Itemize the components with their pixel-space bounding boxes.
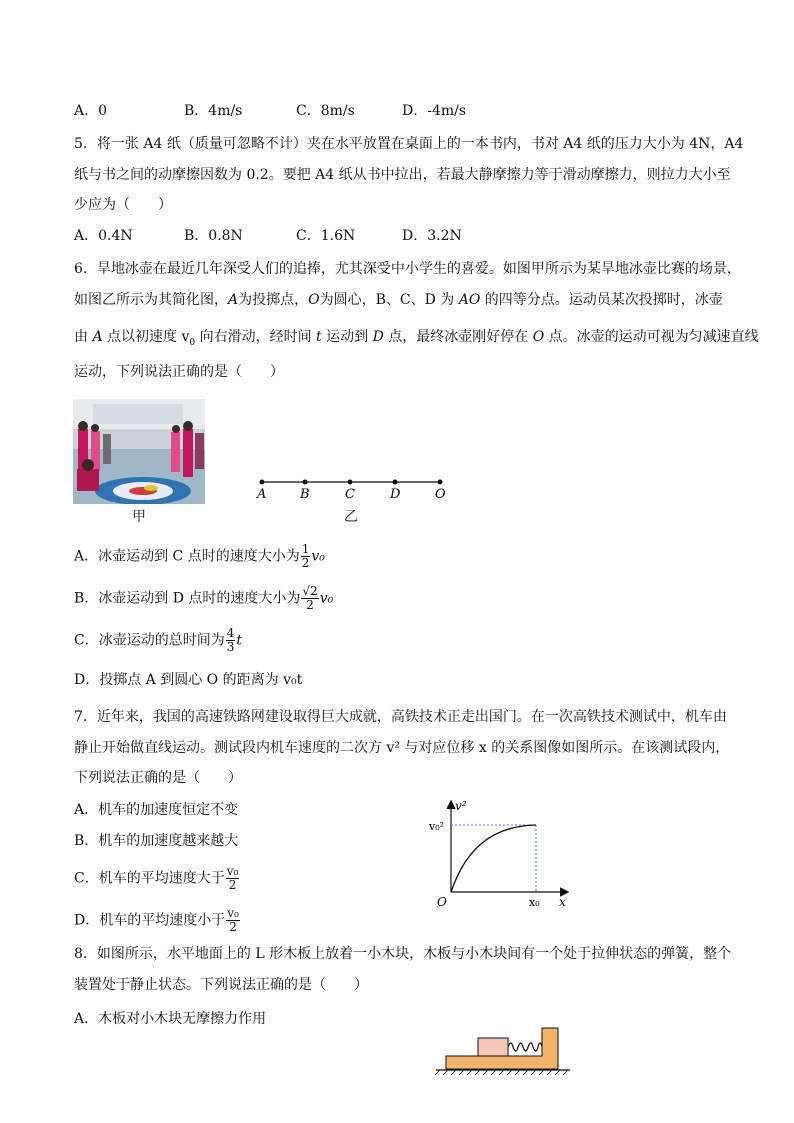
spring	[508, 1043, 542, 1051]
point-d-dot	[393, 480, 398, 485]
q7-option-a: A．机车的加速度恒定不变	[74, 802, 239, 818]
q4-option-a: A．0	[74, 103, 108, 119]
q7-option-d: D．机车的平均速度小于 $\frac{\text{v₀}}{2}$	[74, 906, 239, 934]
v2-curve	[451, 825, 536, 892]
x-tick-label: x₀	[529, 896, 540, 908]
diagram-caption: 乙	[344, 509, 358, 525]
q5-option-a: A．0.4N	[74, 228, 133, 244]
origin-label: O	[437, 895, 447, 908]
q6-line-4: 运动，下列说法正确的是（ ）	[74, 364, 284, 380]
q8-line-1: 8．如图所示，水平地面上的 L 形木板上放着一小木块，木板与小木块间有一个处于拉伸状态的弹簧，整个	[74, 946, 732, 962]
point-o-dot	[438, 480, 443, 485]
q5-option-d: D．3.2N	[402, 228, 462, 244]
q6-option-d: D．投掷点 A 到圆心 O 的距离为 v₀t	[74, 672, 303, 688]
q7-option-c: C．机车的平均速度大于 $\frac{\text{v₀}}{2}$	[74, 864, 239, 892]
point-c-dot	[348, 480, 353, 485]
y-tick-label: v₀²	[429, 820, 445, 833]
q6-option-b: B．冰壶运动到 D 点时的速度大小为 $\frac{√2}{2}$ v₀	[74, 584, 334, 612]
photo-caption: 甲	[132, 509, 146, 525]
q7-option-b: B．机车的加速度越来越大	[74, 833, 239, 849]
q6-line-1: 6．旱地冰壶在最近几年深受人们的追捧，尤其深受中小学生的喜爱。如图甲所示为某旱地冰壶比赛的场景，	[74, 261, 741, 277]
q7-line-3: 下列说法正确的是（ ）	[74, 770, 242, 786]
point-b-dot	[303, 480, 308, 485]
v2-x-graph	[425, 796, 575, 908]
q4-option-c: C．8m/s	[296, 103, 355, 119]
point-b-label: B	[300, 487, 310, 502]
q5-line-2: 纸与书之间的动摩擦因数为 0.2。要把 A4 纸从书中拉出，若最大静摩擦力等于滑动摩擦力，则拉力大小至	[74, 167, 731, 183]
q8-option-a: A．木板对小木块无摩擦力作用	[74, 1011, 267, 1027]
point-a-dot	[260, 480, 265, 485]
ground-hatching	[435, 1070, 568, 1075]
q5-option-b: B．0.8N	[184, 228, 243, 244]
q4-option-b: B．4m/s	[184, 103, 243, 119]
q7-line-2: 静止开始做直线运动。测试段内机车速度的二次方 v² 与对应位移 x 的关系图像如图所示。在该测试段内，	[74, 740, 730, 756]
q6-line-3: 由 A 点以初速度 $v_0$ 向右滑动，经时间 t 运动到 D 点，最终冰壶刚好停在 O 点。冰壶的运动可视为匀减速直线	[74, 329, 759, 348]
small-block	[478, 1038, 508, 1056]
x-axis-label: x	[559, 895, 566, 908]
point-d-label: D	[390, 487, 401, 502]
q5-line-1: 5．将一张 A4 纸（质量可忽略不计）夹在水平放置在桌面上的一本书内，书对 A4 纸的压力大小为 4N，A4	[74, 136, 744, 152]
q6-line-2: 如图乙所示为其简化图，A为投掷点，O为圆心，B、C、D 为 AO 的四等分点。运动员某次投掷时，冰壶	[74, 292, 723, 308]
q5-line-3: 少应为（ ）	[74, 197, 172, 213]
q4-option-d: D．-4m/s	[402, 103, 467, 119]
q5-option-c: C．1.6N	[296, 228, 356, 244]
q6-option-c: C．冰壶运动的总时间为 $\frac{4}{3}$ t	[74, 626, 242, 654]
point-a-label: A	[257, 487, 267, 502]
board-spring-figure	[434, 1026, 574, 1076]
q8-line-2: 装置处于静止状态。下列说法正确的是（ ）	[74, 977, 368, 993]
point-o-label: O	[435, 487, 446, 502]
points-diagram	[250, 474, 450, 504]
point-c-label: C	[345, 487, 355, 502]
q6-option-a: A．冰壶运动到 C 点时的速度大小为 $\frac{1}{2}$ v₀	[74, 542, 325, 570]
curling-photo	[73, 399, 205, 504]
q7-line-1: 7．近年来，我国的高速铁路网建设取得巨大成就，高铁技术正走出国门。在一次高铁技术测试中，机车由	[74, 709, 727, 725]
y-axis-label: v²	[455, 799, 467, 813]
